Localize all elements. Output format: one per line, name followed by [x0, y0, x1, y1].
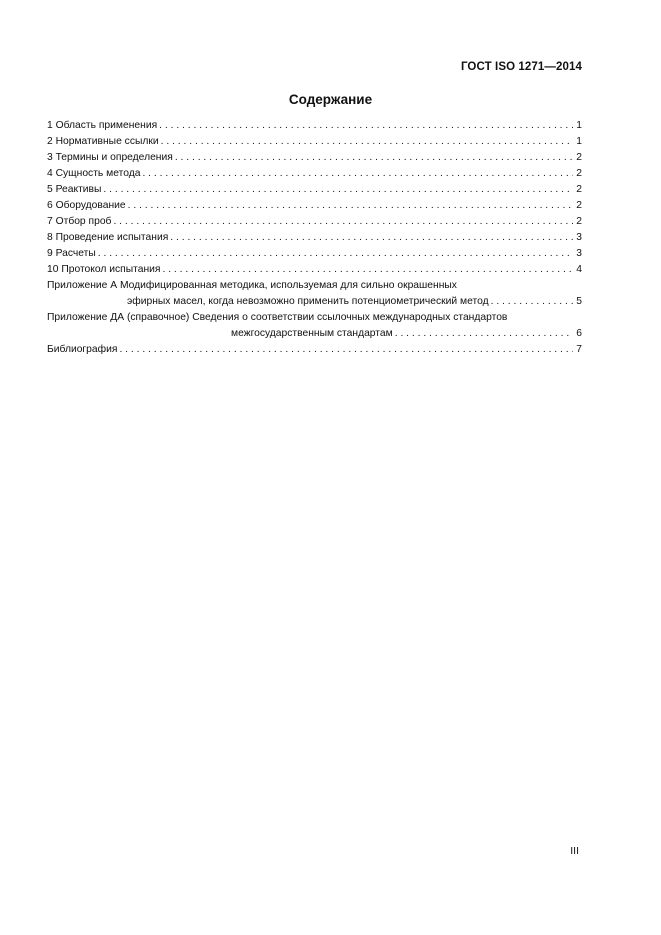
toc-title: Содержание [288, 92, 373, 107]
toc-entry-label: 1 Область применения [47, 120, 158, 131]
toc-entry-page: 2 [576, 168, 582, 179]
toc-entry-1[interactable] [47, 118, 582, 134]
toc-leader-dots [395, 326, 574, 342]
standard-code: ГОСТ ISO 1271—2014 [460, 61, 582, 73]
toc-entry-page: 6 [576, 328, 582, 339]
toc-entry-page: 3 [576, 248, 582, 259]
toc-entry-page: 2 [576, 152, 582, 163]
toc-leader-dots [98, 246, 574, 262]
toc-entry-label: 6 Оборудование [47, 200, 126, 211]
toc-leader-dots [175, 150, 573, 166]
toc-entry-label: 3 Термины и определения [47, 152, 173, 163]
toc-entry-label: 10 Протокол испытания [47, 264, 161, 275]
toc-entry-page: 1 [576, 120, 582, 131]
toc-entry-label: 2 Нормативные ссылки [47, 136, 159, 147]
toc-entry-page: 1 [576, 136, 582, 147]
toc-leader-dots [113, 214, 573, 230]
toc-leader-dots [162, 262, 573, 278]
toc-leader-dots [142, 166, 573, 182]
toc-entry-label: 7 Отбор проб [47, 216, 112, 227]
toc-entry-appendix-da[interactable] [47, 310, 582, 342]
toc-entry-label: 5 Реактивы [47, 184, 102, 195]
toc-entry-label-continuation: межгосударственным стандартам [231, 328, 393, 339]
toc-entry-4[interactable] [47, 166, 582, 182]
toc-entry-appendix-a[interactable] [47, 278, 582, 310]
toc-entry-7[interactable] [47, 214, 582, 230]
toc-entry-page: 2 [576, 200, 582, 211]
toc-leader-dots [159, 118, 573, 134]
toc-entry-bibliography[interactable] [47, 342, 582, 358]
toc-entry-page: 2 [576, 184, 582, 195]
toc-entry-page: 3 [576, 232, 582, 243]
toc-leader-dots [170, 230, 573, 246]
toc-entry-label: Приложение А Модифицированная методика, используемая для сильно окрашенных [47, 280, 457, 291]
toc-entry-10[interactable] [47, 262, 582, 278]
toc-entry-page: 5 [576, 296, 582, 307]
toc-entry-label: 4 Сущность метода [47, 168, 141, 179]
toc-entry-label: Приложение ДА (справочное) Сведения о соответствии ссылочных международных стандартов [47, 312, 508, 323]
toc-entry-9[interactable] [47, 246, 582, 262]
toc-leader-dots [161, 134, 574, 150]
toc-entry-label: 8 Проведение испытания [47, 232, 169, 243]
toc-leader-dots [128, 198, 574, 214]
toc-entry-8[interactable] [47, 230, 582, 246]
toc-entry-label-continuation: эфирных масел, когда невозможно применить потенциометрический метод [127, 296, 489, 307]
toc-entry-label: 9 Расчеты [47, 248, 96, 259]
toc-entry-page: 4 [576, 264, 582, 275]
toc-entry-page: 7 [576, 344, 582, 355]
toc-entry-5[interactable] [47, 182, 582, 198]
toc-entry-6[interactable] [47, 198, 582, 214]
toc-leader-dots [103, 182, 573, 198]
toc-leader-dots [491, 294, 574, 310]
toc-entry-2[interactable] [47, 134, 582, 150]
toc-leader-dots [119, 342, 573, 358]
toc-entry-page: 2 [576, 216, 582, 227]
toc-entry-3[interactable] [47, 150, 582, 166]
toc-entry-label: Библиография [47, 344, 118, 355]
page-number: III [570, 845, 579, 857]
table-of-contents [47, 118, 582, 358]
